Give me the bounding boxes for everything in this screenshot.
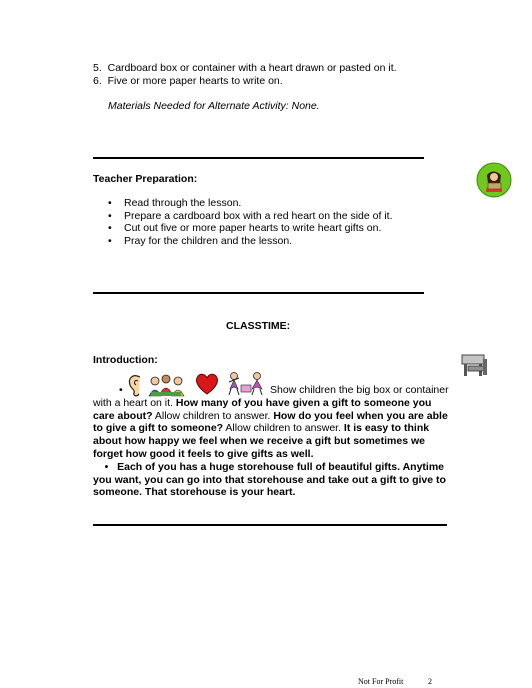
list-item: • Pray for the children and the lesson. (108, 234, 293, 247)
reading-girl-icon (476, 162, 512, 198)
divider (93, 524, 447, 526)
divider (93, 157, 424, 159)
teacher-prep-list (108, 197, 393, 247)
alternate-materials-note: Materials Needed for Alternate Activity: None. (108, 100, 320, 112)
desk-icon (460, 350, 490, 378)
teacher-prep-heading: Teacher Preparation: (93, 173, 198, 185)
list-item: • Prepare a cardboard box with a red heart on the side of it. (108, 209, 393, 222)
classtime-heading: CLASSTIME: (226, 320, 291, 332)
introduction-heading: Introduction: (93, 354, 158, 366)
introduction-body (93, 384, 451, 499)
list-item: 5. Cardboard box or container with a heart drawn or pasted on it. (93, 62, 397, 74)
list-item: 6. Five or more paper hearts to write on. (93, 75, 283, 87)
list-item: • Read through the lesson. (108, 197, 242, 209)
bullet: • (119, 384, 123, 396)
intro-paragraph-2: • Each of you has a huge storehouse full of beautiful gifts. Anytime you want, you can go into that storehouse and take out a gift to give to someone. That storehouse is your heart. (93, 460, 446, 499)
materials-list (93, 62, 397, 88)
list-item: • Cut out five or more paper hearts to write heart gifts on. (108, 222, 382, 235)
divider (93, 292, 424, 294)
intro-paragraph-1: Show children the big box or container with a heart on it. How many of you have given a gift to someone you care about? Allow children to answer. How do you feel when you are able to give a gift to someone? Allow children to answer. It is easy to think about how happy we feel when we receive a gift but sometimes we forget how good it feels to give gifts as well. (93, 384, 449, 460)
page-number: 2 (428, 677, 432, 686)
footer-text: Not For Profit (358, 677, 404, 686)
